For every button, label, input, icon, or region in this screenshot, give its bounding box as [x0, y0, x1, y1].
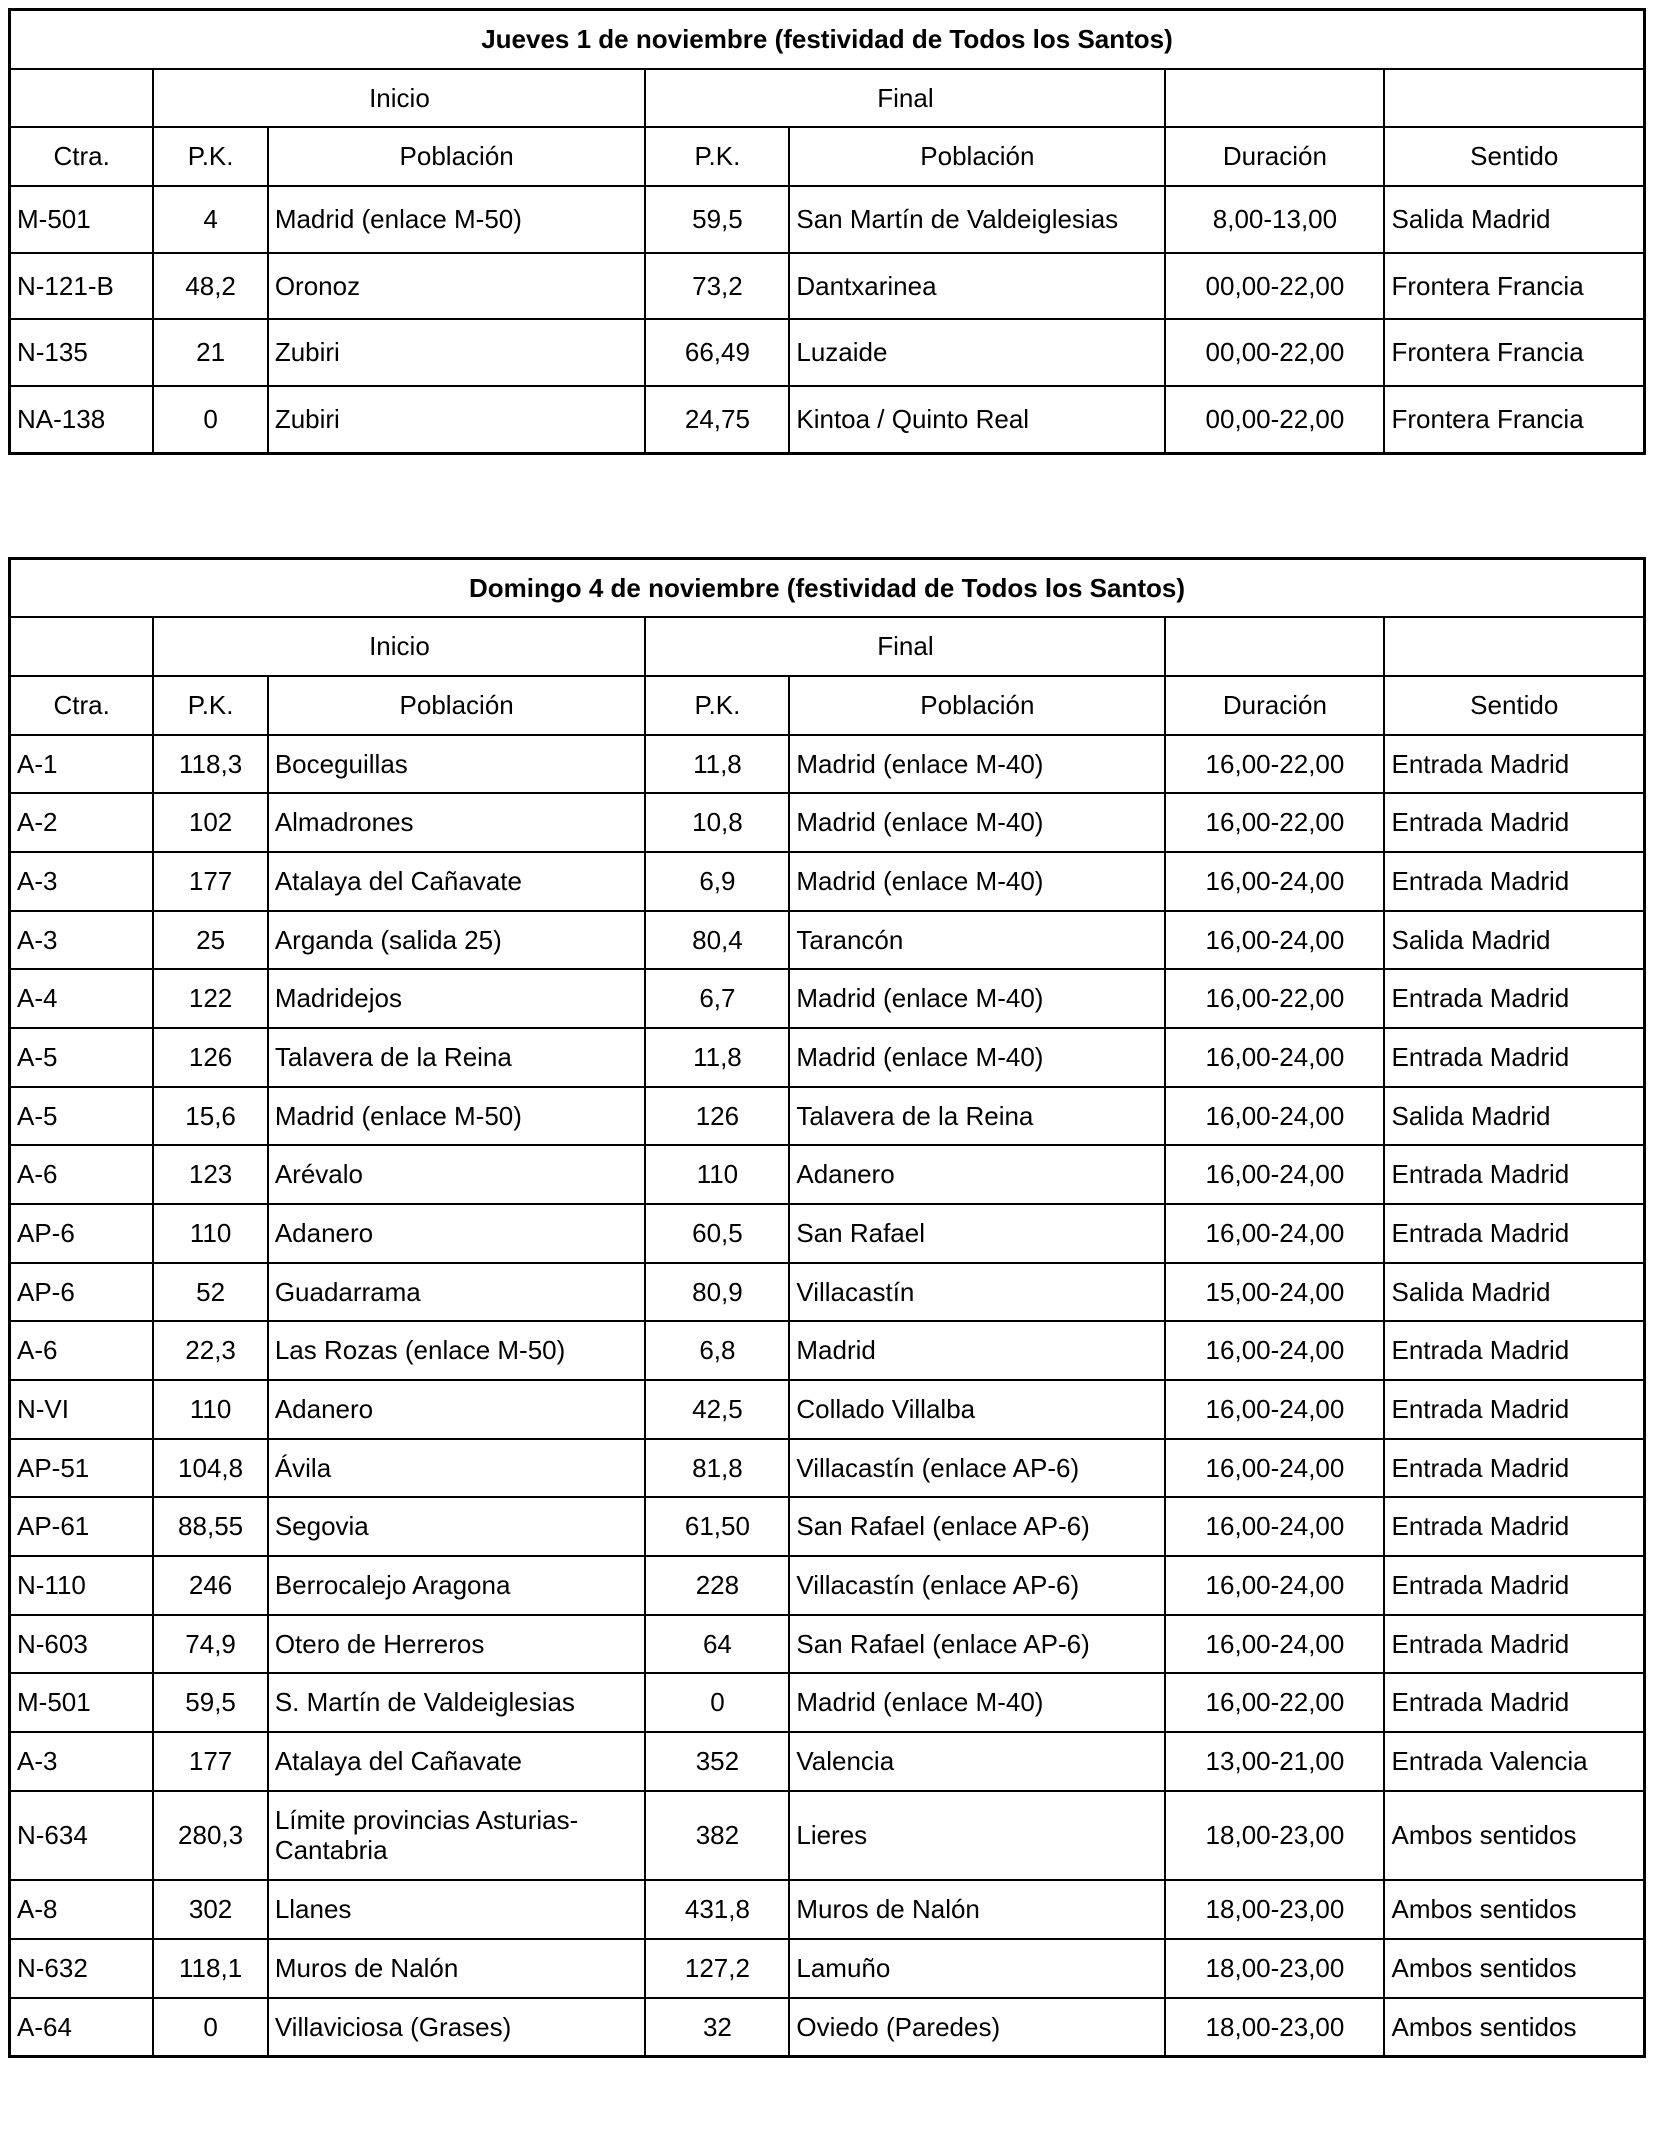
cell-pk-inicio: 177	[153, 852, 267, 911]
cell-sentido: Entrada Valencia	[1384, 1732, 1644, 1791]
cell-ctra: A-8	[10, 1880, 154, 1939]
cell-ctra: A-3	[10, 852, 154, 911]
cell-duracion: 16,00-24,00	[1165, 1556, 1384, 1615]
cell-sentido: Entrada Madrid	[1384, 1321, 1644, 1380]
column-header-ctra: Ctra.	[10, 676, 154, 735]
table-row	[10, 1145, 1645, 1204]
cell-poblacion-final: Valencia	[789, 1732, 1165, 1791]
cell-sentido: Entrada Madrid	[1384, 1204, 1644, 1263]
cell-pk-inicio: 25	[153, 911, 267, 970]
cell-duracion: 15,00-24,00	[1165, 1263, 1384, 1322]
table-row	[10, 1732, 1645, 1791]
group-spacer-duracion	[1165, 617, 1384, 676]
cell-duracion: 00,00-22,00	[1165, 386, 1384, 453]
cell-pk-final: 126	[645, 1087, 789, 1146]
cell-ctra: N-110	[10, 1556, 154, 1615]
table-row	[10, 1028, 1645, 1087]
cell-ctra: AP-6	[10, 1263, 154, 1322]
cell-pk-final: 11,8	[645, 735, 789, 794]
cell-sentido: Frontera Francia	[1384, 253, 1644, 320]
cell-poblacion-inicio: Las Rozas (enlace M-50)	[268, 1321, 646, 1380]
cell-pk-inicio: 177	[153, 1732, 267, 1791]
cell-ctra: A-4	[10, 969, 154, 1028]
cell-poblacion-inicio: Madrid (enlace M-50)	[268, 1087, 646, 1146]
cell-ctra: AP-6	[10, 1204, 154, 1263]
cell-poblacion-final: Madrid	[789, 1321, 1165, 1380]
cell-pk-inicio: 88,55	[153, 1497, 267, 1556]
cell-duracion: 16,00-24,00	[1165, 1145, 1384, 1204]
cell-duracion: 16,00-24,00	[1165, 1087, 1384, 1146]
column-header-poblacion-inicio: Población	[268, 676, 646, 735]
table-row	[10, 1321, 1645, 1380]
cell-pk-final: 32	[645, 1998, 789, 2057]
cell-duracion: 16,00-24,00	[1165, 1028, 1384, 1087]
cell-duracion: 18,00-23,00	[1165, 1939, 1384, 1998]
cell-duracion: 00,00-22,00	[1165, 253, 1384, 320]
table-row	[10, 969, 1645, 1028]
cell-sentido: Entrada Madrid	[1384, 1439, 1644, 1498]
group-header-final: Final	[645, 69, 1165, 128]
table-title: Jueves 1 de noviembre (festividad de Todos los Santos)	[10, 10, 1645, 69]
cell-poblacion-inicio: Adanero	[268, 1204, 646, 1263]
cell-poblacion-inicio: Arganda (salida 25)	[268, 911, 646, 970]
cell-poblacion-inicio: Madrid (enlace M-50)	[268, 186, 646, 253]
table-row	[10, 1673, 1645, 1732]
cell-poblacion-final: Madrid (enlace M-40)	[789, 793, 1165, 852]
cell-pk-inicio: 302	[153, 1880, 267, 1939]
table-row	[10, 1497, 1645, 1556]
table-row	[10, 253, 1645, 320]
cell-pk-final: 80,9	[645, 1263, 789, 1322]
table-row	[10, 1204, 1645, 1263]
cell-poblacion-inicio: Talavera de la Reina	[268, 1028, 646, 1087]
table-title: Domingo 4 de noviembre (festividad de Todos los Santos)	[10, 558, 1645, 617]
cell-sentido: Entrada Madrid	[1384, 1028, 1644, 1087]
column-header-poblacion-final: Población	[789, 127, 1165, 186]
cell-duracion: 16,00-22,00	[1165, 735, 1384, 794]
cell-pk-inicio: 123	[153, 1145, 267, 1204]
table-gap	[8, 455, 1646, 557]
cell-pk-inicio: 280,3	[153, 1791, 267, 1880]
cell-duracion: 16,00-22,00	[1165, 793, 1384, 852]
cell-ctra: A-6	[10, 1321, 154, 1380]
column-header-ctra: Ctra.	[10, 127, 154, 186]
group-spacer-sentido	[1384, 617, 1644, 676]
cell-ctra: M-501	[10, 1673, 154, 1732]
cell-sentido: Entrada Madrid	[1384, 852, 1644, 911]
cell-poblacion-inicio: Zubiri	[268, 319, 646, 386]
table-domingo-4-noviembre	[8, 557, 1646, 2058]
cell-ctra: N-603	[10, 1615, 154, 1674]
cell-ctra: A-5	[10, 1028, 154, 1087]
cell-poblacion-final: Tarancón	[789, 911, 1165, 970]
group-header-row	[10, 617, 1645, 676]
table-row	[10, 1791, 1645, 1880]
cell-poblacion-inicio: S. Martín de Valdeiglesias	[268, 1673, 646, 1732]
cell-poblacion-inicio: Berrocalejo Aragona	[268, 1556, 646, 1615]
cell-poblacion-inicio: Atalaya del Cañavate	[268, 852, 646, 911]
cell-sentido: Salida Madrid	[1384, 1263, 1644, 1322]
table-row	[10, 1998, 1645, 2057]
column-header-pk-inicio: P.K.	[153, 676, 267, 735]
cell-pk-inicio: 15,6	[153, 1087, 267, 1146]
cell-pk-final: 81,8	[645, 1439, 789, 1498]
cell-sentido: Salida Madrid	[1384, 186, 1644, 253]
cell-pk-final: 73,2	[645, 253, 789, 320]
cell-poblacion-inicio: Arévalo	[268, 1145, 646, 1204]
cell-ctra: A-5	[10, 1087, 154, 1146]
cell-poblacion-final: Madrid (enlace M-40)	[789, 1028, 1165, 1087]
group-header-inicio: Inicio	[153, 617, 645, 676]
column-header-poblacion-final: Población	[789, 676, 1165, 735]
cell-poblacion-inicio: Adanero	[268, 1380, 646, 1439]
cell-poblacion-final: Madrid (enlace M-40)	[789, 735, 1165, 794]
table-row	[10, 386, 1645, 453]
cell-pk-inicio: 74,9	[153, 1615, 267, 1674]
cell-poblacion-inicio: Almadrones	[268, 793, 646, 852]
cell-ctra: A-1	[10, 735, 154, 794]
cell-poblacion-final: San Rafael	[789, 1204, 1165, 1263]
cell-duracion: 8,00-13,00	[1165, 186, 1384, 253]
column-header-duracion: Duración	[1165, 676, 1384, 735]
cell-poblacion-final: Villacastín	[789, 1263, 1165, 1322]
column-header-sentido: Sentido	[1384, 676, 1644, 735]
cell-pk-inicio: 0	[153, 1998, 267, 2057]
cell-pk-inicio: 104,8	[153, 1439, 267, 1498]
cell-pk-inicio: 110	[153, 1204, 267, 1263]
cell-poblacion-inicio: Zubiri	[268, 386, 646, 453]
cell-ctra: N-634	[10, 1791, 154, 1880]
cell-ctra: A-64	[10, 1998, 154, 2057]
cell-poblacion-final: Muros de Nalón	[789, 1880, 1165, 1939]
group-spacer-sentido	[1384, 69, 1644, 128]
table-row	[10, 793, 1645, 852]
cell-duracion: 18,00-23,00	[1165, 1791, 1384, 1880]
cell-pk-final: 228	[645, 1556, 789, 1615]
cell-poblacion-inicio: Muros de Nalón	[268, 1939, 646, 1998]
table-row	[10, 1380, 1645, 1439]
cell-duracion: 16,00-24,00	[1165, 852, 1384, 911]
cell-duracion: 18,00-23,00	[1165, 1998, 1384, 2057]
cell-pk-inicio: 48,2	[153, 253, 267, 320]
cell-ctra: A-2	[10, 793, 154, 852]
cell-pk-final: 352	[645, 1732, 789, 1791]
group-spacer-duracion	[1165, 69, 1384, 128]
cell-poblacion-inicio: Otero de Herreros	[268, 1615, 646, 1674]
cell-duracion: 16,00-24,00	[1165, 911, 1384, 970]
cell-duracion: 16,00-24,00	[1165, 1497, 1384, 1556]
cell-poblacion-final: Madrid (enlace M-40)	[789, 969, 1165, 1028]
table-row	[10, 1880, 1645, 1939]
cell-sentido: Entrada Madrid	[1384, 1145, 1644, 1204]
cell-ctra: A-3	[10, 1732, 154, 1791]
column-header-pk-final: P.K.	[645, 127, 789, 186]
cell-ctra: N-VI	[10, 1380, 154, 1439]
cell-duracion: 16,00-22,00	[1165, 969, 1384, 1028]
cell-sentido: Entrada Madrid	[1384, 1615, 1644, 1674]
table-row	[10, 319, 1645, 386]
cell-duracion: 16,00-24,00	[1165, 1204, 1384, 1263]
traffic-restriction-tables	[8, 8, 1646, 2058]
cell-poblacion-inicio: Llanes	[268, 1880, 646, 1939]
column-header-duracion: Duración	[1165, 127, 1384, 186]
cell-ctra: N-632	[10, 1939, 154, 1998]
cell-sentido: Entrada Madrid	[1384, 1497, 1644, 1556]
cell-ctra: AP-51	[10, 1439, 154, 1498]
cell-pk-inicio: 21	[153, 319, 267, 386]
cell-pk-inicio: 22,3	[153, 1321, 267, 1380]
cell-poblacion-inicio: Límite provincias Asturias-Cantabria	[268, 1791, 646, 1880]
cell-poblacion-inicio: Madridejos	[268, 969, 646, 1028]
cell-pk-final: 431,8	[645, 1880, 789, 1939]
cell-poblacion-final: San Rafael (enlace AP-6)	[789, 1615, 1165, 1674]
cell-ctra: A-6	[10, 1145, 154, 1204]
table-row	[10, 186, 1645, 253]
cell-sentido: Entrada Madrid	[1384, 793, 1644, 852]
cell-ctra: AP-61	[10, 1497, 154, 1556]
cell-pk-inicio: 59,5	[153, 1673, 267, 1732]
cell-pk-final: 80,4	[645, 911, 789, 970]
cell-sentido: Ambos sentidos	[1384, 1791, 1644, 1880]
cell-duracion: 00,00-22,00	[1165, 319, 1384, 386]
cell-sentido: Salida Madrid	[1384, 911, 1644, 970]
group-header-inicio: Inicio	[153, 69, 645, 128]
cell-pk-final: 11,8	[645, 1028, 789, 1087]
column-header-poblacion-inicio: Población	[268, 127, 646, 186]
cell-pk-inicio: 102	[153, 793, 267, 852]
cell-pk-inicio: 122	[153, 969, 267, 1028]
cell-duracion: 13,00-21,00	[1165, 1732, 1384, 1791]
column-header-pk-inicio: P.K.	[153, 127, 267, 186]
column-header-row	[10, 676, 1645, 735]
table-row	[10, 1087, 1645, 1146]
group-header-row	[10, 69, 1645, 128]
cell-poblacion-final: Lamuño	[789, 1939, 1165, 1998]
cell-pk-final: 42,5	[645, 1380, 789, 1439]
cell-pk-final: 24,75	[645, 386, 789, 453]
cell-sentido: Entrada Madrid	[1384, 1673, 1644, 1732]
cell-poblacion-final: Madrid (enlace M-40)	[789, 852, 1165, 911]
table-title-row	[10, 10, 1645, 69]
cell-poblacion-final: Madrid (enlace M-40)	[789, 1673, 1165, 1732]
cell-pk-final: 61,50	[645, 1497, 789, 1556]
cell-pk-final: 0	[645, 1673, 789, 1732]
column-header-pk-final: P.K.	[645, 676, 789, 735]
cell-pk-final: 110	[645, 1145, 789, 1204]
cell-pk-final: 382	[645, 1791, 789, 1880]
cell-poblacion-final: Kintoa / Quinto Real	[789, 386, 1165, 453]
cell-ctra: A-3	[10, 911, 154, 970]
cell-ctra: N-121-B	[10, 253, 154, 320]
cell-poblacion-inicio: Segovia	[268, 1497, 646, 1556]
cell-pk-final: 66,49	[645, 319, 789, 386]
table-row	[10, 852, 1645, 911]
table-row	[10, 1263, 1645, 1322]
cell-pk-final: 6,8	[645, 1321, 789, 1380]
cell-ctra: N-135	[10, 319, 154, 386]
cell-sentido: Frontera Francia	[1384, 319, 1644, 386]
cell-sentido: Ambos sentidos	[1384, 1939, 1644, 1998]
cell-sentido: Entrada Madrid	[1384, 735, 1644, 794]
cell-poblacion-final: Oviedo (Paredes)	[789, 1998, 1165, 2057]
cell-poblacion-final: Adanero	[789, 1145, 1165, 1204]
group-spacer-ctra	[10, 617, 154, 676]
cell-pk-final: 6,9	[645, 852, 789, 911]
group-spacer-ctra	[10, 69, 154, 128]
cell-sentido: Ambos sentidos	[1384, 1998, 1644, 2057]
cell-poblacion-final: Dantxarinea	[789, 253, 1165, 320]
cell-sentido: Ambos sentidos	[1384, 1880, 1644, 1939]
table-row	[10, 1556, 1645, 1615]
cell-pk-final: 6,7	[645, 969, 789, 1028]
cell-pk-inicio: 4	[153, 186, 267, 253]
cell-duracion: 16,00-22,00	[1165, 1673, 1384, 1732]
cell-poblacion-final: Lieres	[789, 1791, 1165, 1880]
table-row	[10, 1439, 1645, 1498]
column-header-sentido: Sentido	[1384, 127, 1644, 186]
cell-pk-inicio: 126	[153, 1028, 267, 1087]
cell-pk-inicio: 118,1	[153, 1939, 267, 1998]
cell-sentido: Entrada Madrid	[1384, 1380, 1644, 1439]
cell-pk-final: 59,5	[645, 186, 789, 253]
cell-poblacion-final: Villacastín (enlace AP-6)	[789, 1556, 1165, 1615]
cell-poblacion-inicio: Oronoz	[268, 253, 646, 320]
cell-sentido: Frontera Francia	[1384, 386, 1644, 453]
cell-sentido: Entrada Madrid	[1384, 1556, 1644, 1615]
cell-pk-inicio: 52	[153, 1263, 267, 1322]
cell-poblacion-final: Collado Villalba	[789, 1380, 1165, 1439]
cell-poblacion-final: Villacastín (enlace AP-6)	[789, 1439, 1165, 1498]
table-row	[10, 1939, 1645, 1998]
cell-pk-final: 64	[645, 1615, 789, 1674]
cell-poblacion-final: San Martín de Valdeiglesias	[789, 186, 1165, 253]
table-title-row	[10, 558, 1645, 617]
cell-sentido: Salida Madrid	[1384, 1087, 1644, 1146]
cell-poblacion-inicio: Ávila	[268, 1439, 646, 1498]
cell-poblacion-inicio: Boceguillas	[268, 735, 646, 794]
cell-pk-inicio: 246	[153, 1556, 267, 1615]
cell-duracion: 16,00-24,00	[1165, 1321, 1384, 1380]
cell-pk-inicio: 118,3	[153, 735, 267, 794]
cell-poblacion-inicio: Guadarrama	[268, 1263, 646, 1322]
cell-pk-final: 60,5	[645, 1204, 789, 1263]
cell-poblacion-final: Talavera de la Reina	[789, 1087, 1165, 1146]
cell-pk-inicio: 110	[153, 1380, 267, 1439]
cell-pk-final: 127,2	[645, 1939, 789, 1998]
cell-duracion: 16,00-24,00	[1165, 1615, 1384, 1674]
table-row	[10, 1615, 1645, 1674]
table-jueves-1-noviembre	[8, 8, 1646, 455]
cell-ctra: NA-138	[10, 386, 154, 453]
cell-pk-final: 10,8	[645, 793, 789, 852]
cell-poblacion-inicio: Villaviciosa (Grases)	[268, 1998, 646, 2057]
cell-poblacion-final: Luzaide	[789, 319, 1165, 386]
cell-ctra: M-501	[10, 186, 154, 253]
cell-pk-inicio: 0	[153, 386, 267, 453]
column-header-row	[10, 127, 1645, 186]
table-row	[10, 911, 1645, 970]
cell-poblacion-final: San Rafael (enlace AP-6)	[789, 1497, 1165, 1556]
cell-duracion: 16,00-24,00	[1165, 1439, 1384, 1498]
cell-sentido: Entrada Madrid	[1384, 969, 1644, 1028]
table-row	[10, 735, 1645, 794]
cell-poblacion-inicio: Atalaya del Cañavate	[268, 1732, 646, 1791]
group-header-final: Final	[645, 617, 1165, 676]
cell-duracion: 16,00-24,00	[1165, 1380, 1384, 1439]
cell-duracion: 18,00-23,00	[1165, 1880, 1384, 1939]
